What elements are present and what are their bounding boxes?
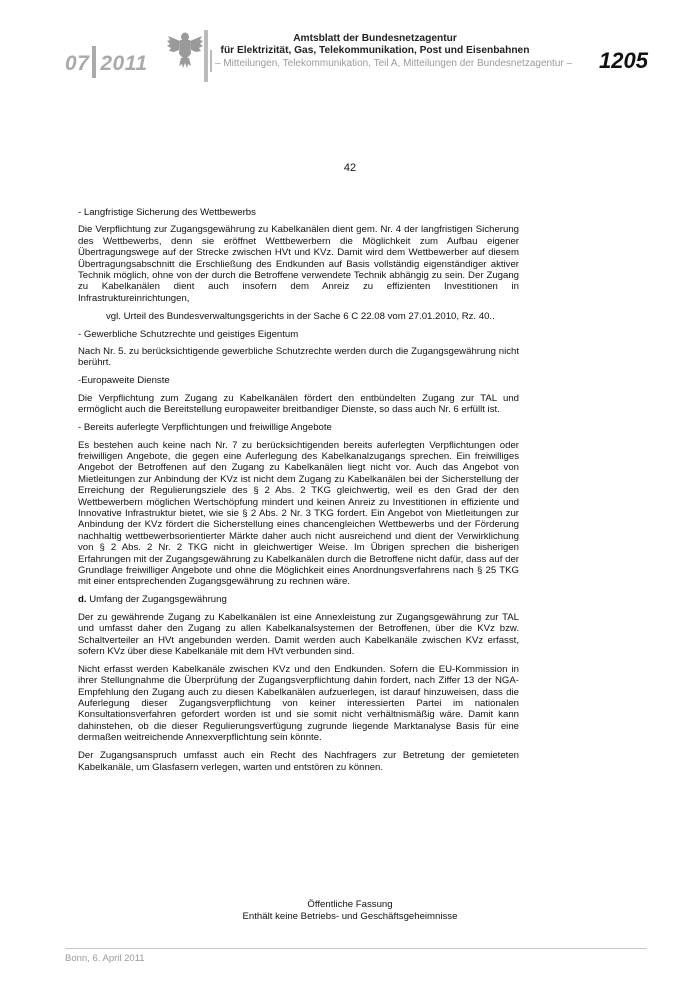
confidentiality-note	[0, 899, 700, 923]
paragraph: Nach Nr. 5. zu berücksichtigende gewerbliche Schutzrechte werden durch die Zugangsgewährung nicht berührt.	[78, 346, 519, 369]
section-heading: - Langfristige Sicherung des Wettbewerbs	[78, 207, 256, 218]
issue-divider	[92, 46, 96, 78]
publication-title	[215, 33, 535, 57]
publication-title-line2: für Elektrizität, Gas, Telekommunikation, Post und Eisenbahnen	[220, 45, 530, 56]
paragraph: Nicht erfasst werden Kabelkanäle zwischen KVz und den Endkunden. Sofern die EU-Kommission in ihrer Stellungnahme die Überprüfung der Zugangsverpflichtung dahin fordert, nach Ziffer 13 der NGA-Empfehlung den Zugang auch zu diesen Kabelkanälen aufzuerlegen, ist darauf hinzuweisen, dass die Auferlegung dieser Zugangsverpflichtung von keiner interessierten Partei im nationalen Konsultationsverfahren gefordert worden ist und sie somit nicht verhältnismäßig wäre. Damit kann dahinstehen, ob die dieser Regulierungsverfügung zugrunde liegende Marktanalyse Basis für eine dermaßen weitreichende Annexverpflichtung sein könnte.	[78, 663, 519, 744]
paragraph: Es bestehen auch keine nach Nr. 7 zu berücksichtigenden bereits auferlegten Verpflichtungen oder freiwilligen Angebote, die gegen eine Auferlegung des Kabelkanalzugangs sprechen. Ein freiwilliges Angebot der Betroffenen auf den Zugang zu Kabelkanälen liegt nicht vor. Auch das Angebot von Mietleitungen zur Anbindung der KVz ist nicht dem Zugang zu Kabelkanälen bei der Sicherstellung der Erreichung der Regulierungsziele des § 2 Abs. 2 TKG gleichwertig, weil es den Grad der den Wettbewerbern möglichen Wertschöpfung mindert und keinen Anreiz zu Investitionen in effiziente und Innovative Infrastruktur bietet, wie sie § 2 Abs. 2 Nr. 3 TKG fordert. Ein Angebot von Mietleitungen zur Anbindung der KVz fördert die Sicherstellung eines chancengleichen Wettbewerbs und der Förderung nachhaltig wettbewerbsorientierter Märkte daher auch nicht ausreichend und dient der Verwirklichung von § 2 Abs. 2 Nr. 2 TKG nicht in gleichwertiger Weise. Im Übrigen sprechen die bisherigen Erfahrungen mit der Zugangsgewährung zu Kabelkanälen durch die Betroffene nicht dafür, dass auf der Grundlage freiwilliger Angebote und ohne die Möglichkeit eines Anordnungsverfahrens nach § 25 TKG mit einer entsprechenden Zugangsgewährung zu rechnen wäre.	[78, 439, 519, 588]
header-divider	[204, 30, 208, 82]
section-heading: - Bereits auferlegte Verpflichtungen und freiwillige Angebote	[78, 422, 332, 434]
publication-title-line1: Amtsblatt der Bundesnetzagentur	[293, 33, 457, 44]
issue-number: 07	[65, 52, 90, 75]
subsection-label: d.	[78, 594, 87, 606]
section-heading: - Gewerbliche Schutzrechte und geistiges Eigentum	[78, 328, 299, 340]
federal-eagle-icon	[166, 28, 204, 70]
document-body	[78, 207, 519, 779]
confidentiality-note-line1: Öffentliche Fassung	[307, 899, 393, 910]
confidentiality-note-line2: Enthält keine Betriebs- und Geschäftsgeheimnisse	[242, 911, 458, 922]
footer-divider	[65, 948, 647, 949]
document-page-number: 42	[343, 162, 357, 174]
citation: vgl. Urteil des Bundesverwaltungsgerichts in der Sache 6 C 22.08 vom 27.01.2010, Rz. 40..	[106, 310, 495, 322]
page-number: 1205	[599, 48, 648, 73]
publication-subtitle: – Mitteilungen, Telekommunikation, Teil A, Mitteilungen der Bundesnetzagentur –	[215, 58, 573, 69]
issue-label	[65, 46, 148, 78]
paragraph: Die Verpflichtung zur Zugangsgewährung zu Kabelkanälen dient gem. Nr. 4 der langfristigen Sicherung des Wettbewerbs, denn sie eröffnet Wettbewerbern die Möglichkeit zum Aufbau eigener Übertragungswege auf der Strecke zwischen HVt und KVz. Damit wird dem Wettbewerber auf diesem Übertragungsabschnitt die Erschließung des Endkunden auf Basis vollständig eigenständiger aktiver Technik möglich, ohne von der durch die Betroffene verwendete Technik abhängig zu sein. Der Zugang zu Kabelkanälen dient auch insofern dem Anreiz zu effizienten Investitionen in Infrastruktureinrichtungen,	[78, 224, 519, 304]
paragraph: Die Verpflichtung zum Zugang zu Kabelkanälen fördert den entbündelten Zugang zur TAL und ermöglicht auch die Bereitstellung europaweiter breitbandiger Dienste, so dass auch Nr. 6 erfüllt ist.	[78, 392, 519, 416]
issue-year: 2011	[100, 52, 148, 75]
section-heading: -Europaweite Dienste	[78, 375, 170, 387]
header-divider-thin	[210, 50, 212, 72]
footer-place-date: Bonn, 6. April 2011	[65, 953, 145, 964]
paragraph: Der zu gewährende Zugang zu Kabelkanälen ist eine Annexleistung zur Zugangsgewährung zur TAL und umfasst daher den Zugang zu allen Kabelkanalsystemen der Betroffenen, über die KVz bzw. Schaltverteiler an HVt angebunden werden. Damit werden auch Kabelkanäle zwischen KVz erfasst, sofern KVz über diese Kabelkanäle mit dem HVt verbunden sind.	[78, 611, 519, 657]
paragraph: Der Zugangsanspruch umfasst auch ein Recht des Nachfragers zur Betretung der gemieteten Kabelkanäle, um Glasfasern verlegen, warten und entstören zu können.	[78, 750, 519, 773]
subsection-heading	[78, 594, 519, 605]
subsection-title: Umfang der Zugangsgewährung	[86, 594, 227, 606]
